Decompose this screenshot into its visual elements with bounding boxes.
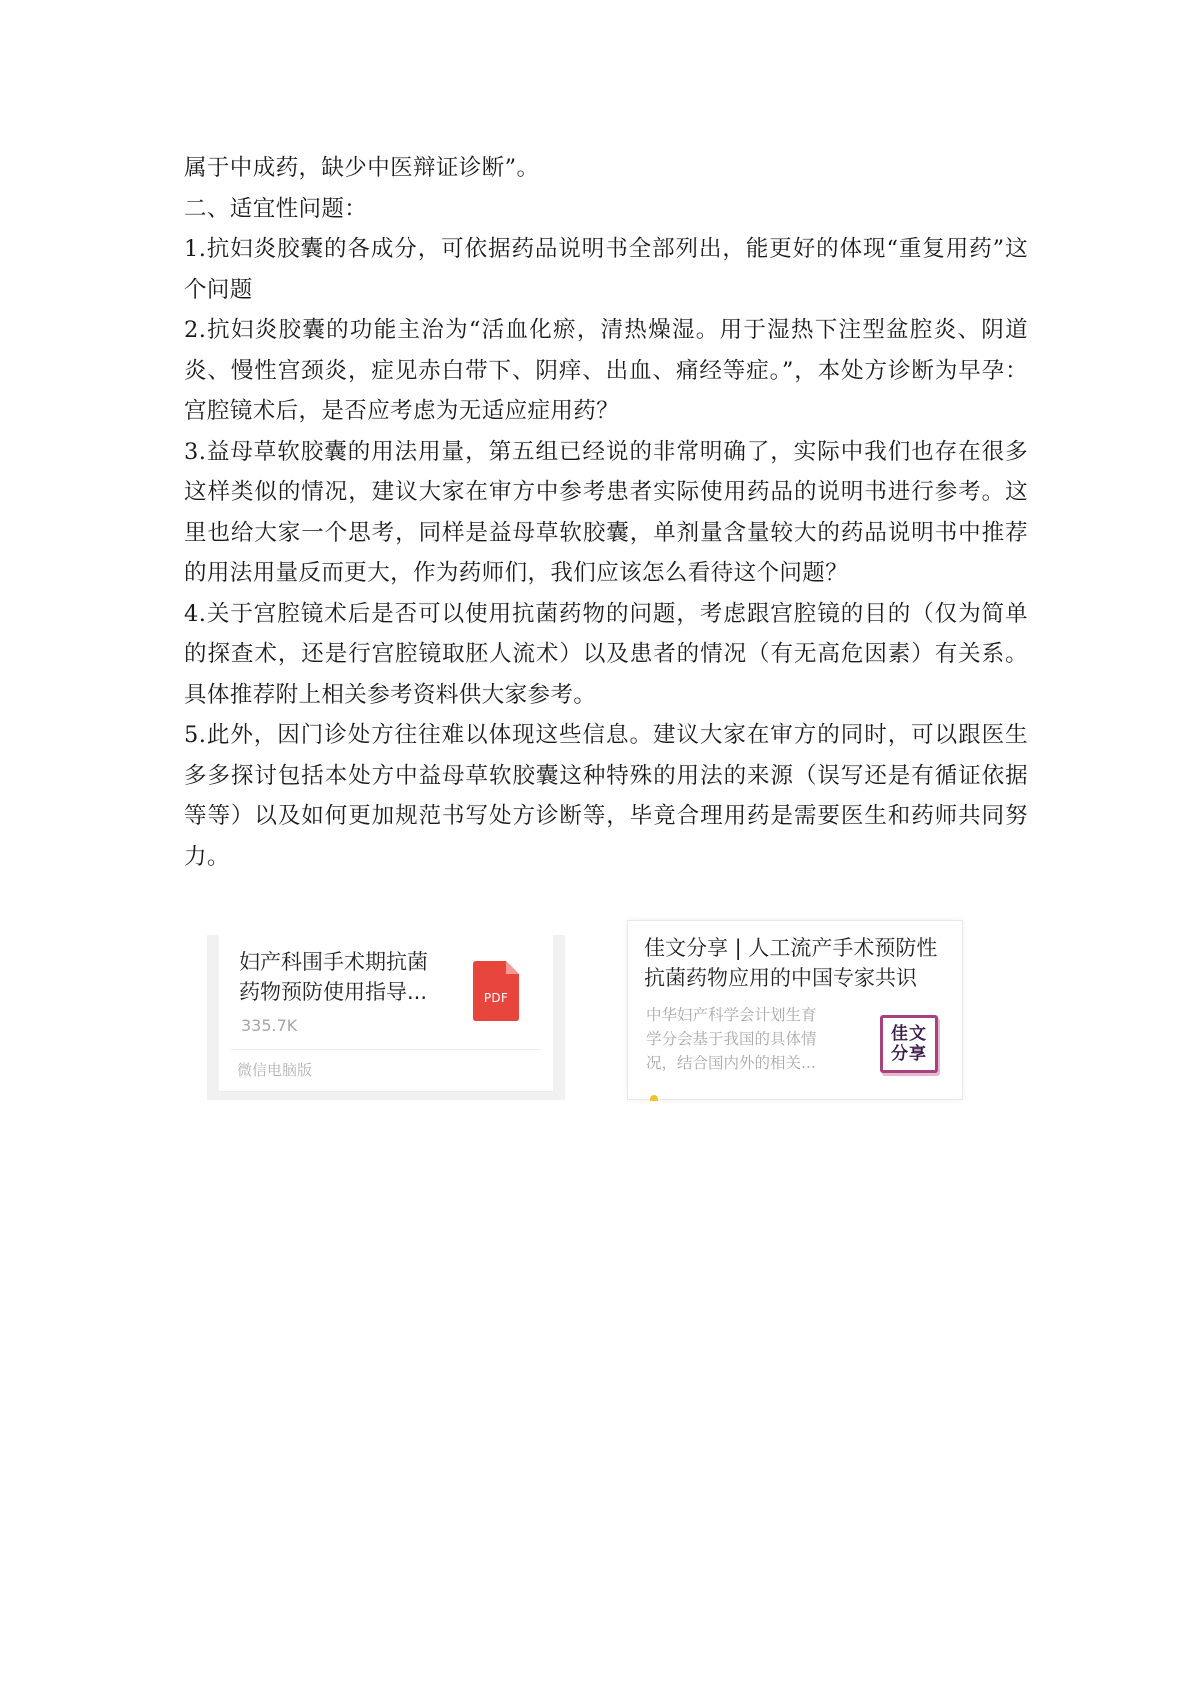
article-card-title: 佳文分享 | 人工流产手术预防性 抗菌药物应用的中国专家共识 bbox=[644, 936, 938, 990]
pdf-card-source: 微信电脑版 bbox=[237, 1061, 313, 1079]
paragraph: 2.抗妇炎胶囊的功能主治为“活血化瘀，清热燥湿。用于湿热下注型盆腔炎、阴道炎、慢性宫颈炎，症见赤白带下、阴痒、出血、痛经等症。”，本处方诊断为早孕：宫腔镜术后，是否应考虑为无适应症用药？ bbox=[184, 317, 1028, 424]
article-thumbnail-text: 佳文 分享 bbox=[891, 1024, 927, 1064]
paragraph: 属于中成药，缺少中医辩证诊断”。 bbox=[184, 155, 540, 181]
article-card-description: 中华妇产科学会计划生育 学分会基于我国的具体情 况，结合国内外的相关... bbox=[646, 1006, 817, 1072]
pdf-file-icon bbox=[473, 961, 519, 1021]
pdf-attachment-card[interactable] bbox=[207, 935, 565, 1100]
paragraph: 4.关于宫腔镜术后是否可以使用抗菌药物的问题，考虑跟宫腔镜的目的（仅为简单的探查术，还是行宫腔镜取胚人流术）以及患者的情况（有无高危因素）有关系。具体推荐附上相关参考资料供大家参考。 bbox=[184, 600, 1028, 708]
paragraph: 3.益母草软胶囊的用法用量，第五组已经说的非常明确了，实际中我们也存在很多这样类似的情况，建议大家在审方中参考患者实际使用药品的说明书进行参考。这里也给大家一个思考，同样是益母草软胶囊，单剂量含量较大的药品说明书中推荐的用法用量反而更大，作为药师们，我们应该怎么看待这个问题？ bbox=[184, 438, 1028, 586]
paragraph: 5.此外，因门诊处方往往难以体现这些信息。建议大家在审方的同时，可以跟医生多多探讨包括本处方中益母草软胶囊这种特殊的用法的来源（误写还是有循证依据等等）以及如何更加规范书写处方诊断等，毕竟合理用药是需要医生和药师共同努力。 bbox=[184, 722, 1028, 870]
pdf-card-title: 妇产科围手术期抗菌 药物预防使用指导... bbox=[239, 950, 428, 1004]
paragraph: 1.抗妇炎胶囊的各成分，可依据药品说明书全部列出，能更好的体现“重复用药”这个问题 bbox=[184, 236, 1028, 303]
source-avatar-icon bbox=[650, 1095, 658, 1101]
paragraph: 二、适宜性问题： bbox=[184, 195, 368, 222]
pdf-card-size: 335.7K bbox=[241, 1016, 298, 1035]
pdf-card-divider bbox=[231, 1049, 541, 1050]
article-share-card[interactable] bbox=[627, 920, 963, 1100]
document-body bbox=[184, 148, 1028, 877]
pdf-icon-label: PDF bbox=[483, 991, 509, 1005]
article-thumbnail bbox=[880, 1015, 938, 1073]
pdf-card-body[interactable] bbox=[219, 935, 553, 1092]
